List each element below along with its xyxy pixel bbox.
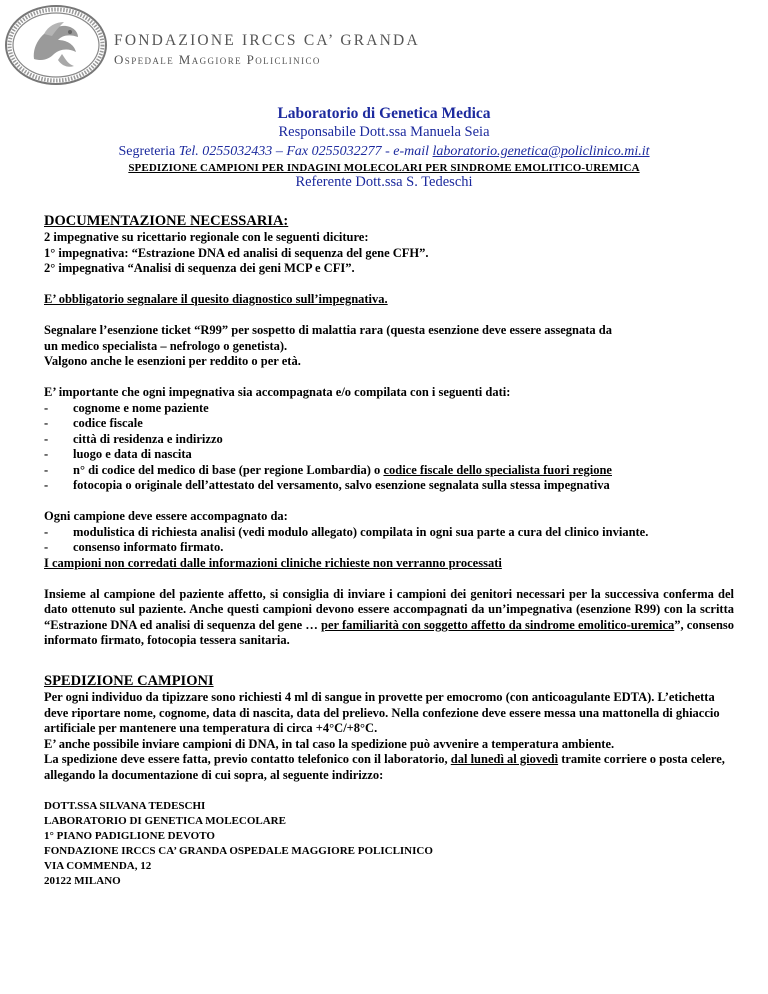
shipping-title: SPEDIZIONE CAMPIONI PER INDAGINI MOLECOLARI PER SINDROME EMOLITICO-UREMICA (128, 162, 640, 174)
exemption-line: Segnalare l’esenzione ticket “R99” per sospetto di malattia rara (questa esenzione deve essere assegnata da (44, 323, 612, 337)
list-item: - fotocopia o originale dell’attestato del versamento, salvo esenzione segnalata sulla stessa impegnativa (44, 478, 610, 492)
contact-separator: – (275, 144, 283, 159)
laboratory-responsible: Responsabile Dott.ssa Manuela Seia (278, 124, 490, 140)
email-label: - e-mail (385, 144, 430, 159)
required-data-list (44, 401, 734, 494)
laboratory-header (0, 104, 768, 162)
list-item: - consenso informato firmato. (44, 540, 224, 554)
list-item: - modulistica di richiesta analisi (vedi modulo allegato) compilata in ogni sua parte a cura del clinico inviante. (44, 524, 649, 539)
fax: Fax 0255032277 (286, 144, 382, 159)
laboratory-title: Laboratorio di Genetica Medica (277, 105, 491, 122)
shipping-paragraph: E’ anche possibile inviare campioni di DNA, in tal caso la spedizione può avvenire a temperatura ambiente. (44, 736, 615, 751)
address-line: VIA COMMENDA, 12 (44, 859, 152, 872)
list-item: - città di residenza e indirizzo (44, 431, 223, 446)
list-item: - codice fiscale (44, 416, 143, 430)
telephone: Tel. 0255032433 (178, 144, 273, 159)
sample-requirements-list (44, 525, 734, 556)
letterhead (0, 0, 768, 90)
documentation-heading: DOCUMENTAZIONE NECESSARIA: (44, 213, 289, 229)
organization-name: FONDAZIONE IRCCS CA’ GRANDA (114, 32, 420, 49)
shipping-heading: SPEDIZIONE CAMPIONI (44, 673, 214, 689)
shipping-address (44, 799, 734, 889)
organization-subtitle: Ospedale Maggiore Policlinico (114, 52, 321, 67)
address-line: 1° PIANO PADIGLIONE DEVOTO (44, 829, 215, 842)
exemption-line: un medico specialista – nefrologo o genetista). (44, 338, 288, 353)
shipping-paragraph: Per ogni individuo da tipizzare sono richiesti 4 ml di sangue in provette per emocromo (con anticoagulante EDTA). L’etichetta deve riportare nome, cognome, data di nascita, data del prelievo. Nella confezione deve essere messa una mattonella di ghiaccio artificiale per mantenere una temperatura di circa +4°C/+8°C. (44, 690, 720, 735)
documentation-line: 2° impegnativa “Analisi di sequenza dei geni MCP e CFI”. (44, 261, 355, 275)
address-line: FONDAZIONE IRCCS CA’ GRANDA OSPEDALE MAGGIORE POLICLINICO (44, 844, 433, 857)
sample-requirements-intro: Ogni campione deve essere accompagnato da: (44, 509, 288, 523)
documentation-line: 1° impegnativa: “Estrazione DNA ed analisi di sequenza del gene CFH”. (44, 245, 429, 260)
list-item: - n° di codice del medico di base (per regione Lombardia) o codice fiscale dello specialista fuori regione (44, 462, 612, 477)
list-item: - cognome e nome paziente (44, 400, 209, 415)
address-line: LABORATORIO DI GENETICA MOLECOLARE (44, 814, 286, 827)
required-data-intro: E’ importante che ogni impegnativa sia accompagnata e/o compilata con i seguenti dati: (44, 385, 511, 399)
document-body (44, 213, 734, 889)
mandatory-note: E’ obbligatorio segnalare il quesito diagnostico sull’impegnativa. (44, 292, 388, 306)
parents-paragraph: Insieme al campione del paziente affetto, si consiglia di inviare i campioni dei genitori necessari per la successiva conferma del dato ottenuto sul paziente. Anche questi campioni devono essere accompagnati da un’impegnativa (esenzione R99) con la scritta “Estrazione DNA ed analisi di sequenza del gene … per familiarità con soggetto affetto da sindrome emolitico-uremica”, consenso informato firmato, fotocopia tessera sanitaria. (44, 586, 735, 647)
email-link[interactable]: laboratorio.genetica@policlinico.mi.it (432, 144, 650, 159)
samples-warning: I campioni non corredati dalle informazioni cliniche richieste non verranno processati (44, 555, 502, 570)
address-line: DOTT.SSA SILVANA TEDESCHI (44, 799, 206, 812)
exemption-line: Valgono anche le esenzioni per reddito o per età. (44, 354, 301, 368)
foundation-seal-logo (4, 4, 108, 86)
secretariat-label: Segreteria (118, 144, 176, 159)
list-item: - luogo e data di nascita (44, 447, 192, 461)
referente: Referente Dott.ssa S. Tedeschi (295, 174, 473, 190)
shipping-paragraph: La spedizione deve essere fatta, previo contatto telefonico con il laboratorio, dal lunedì al giovedì tramite corriere o posta celere, allegando la documentazione di cui sopra, al seguente indirizzo: (44, 752, 725, 782)
documentation-line: 2 impegnative su ricettario regionale con le seguenti diciture: (44, 230, 369, 244)
laboratory-contacts (0, 142, 768, 162)
address-line: 20122 MILANO (44, 874, 121, 887)
